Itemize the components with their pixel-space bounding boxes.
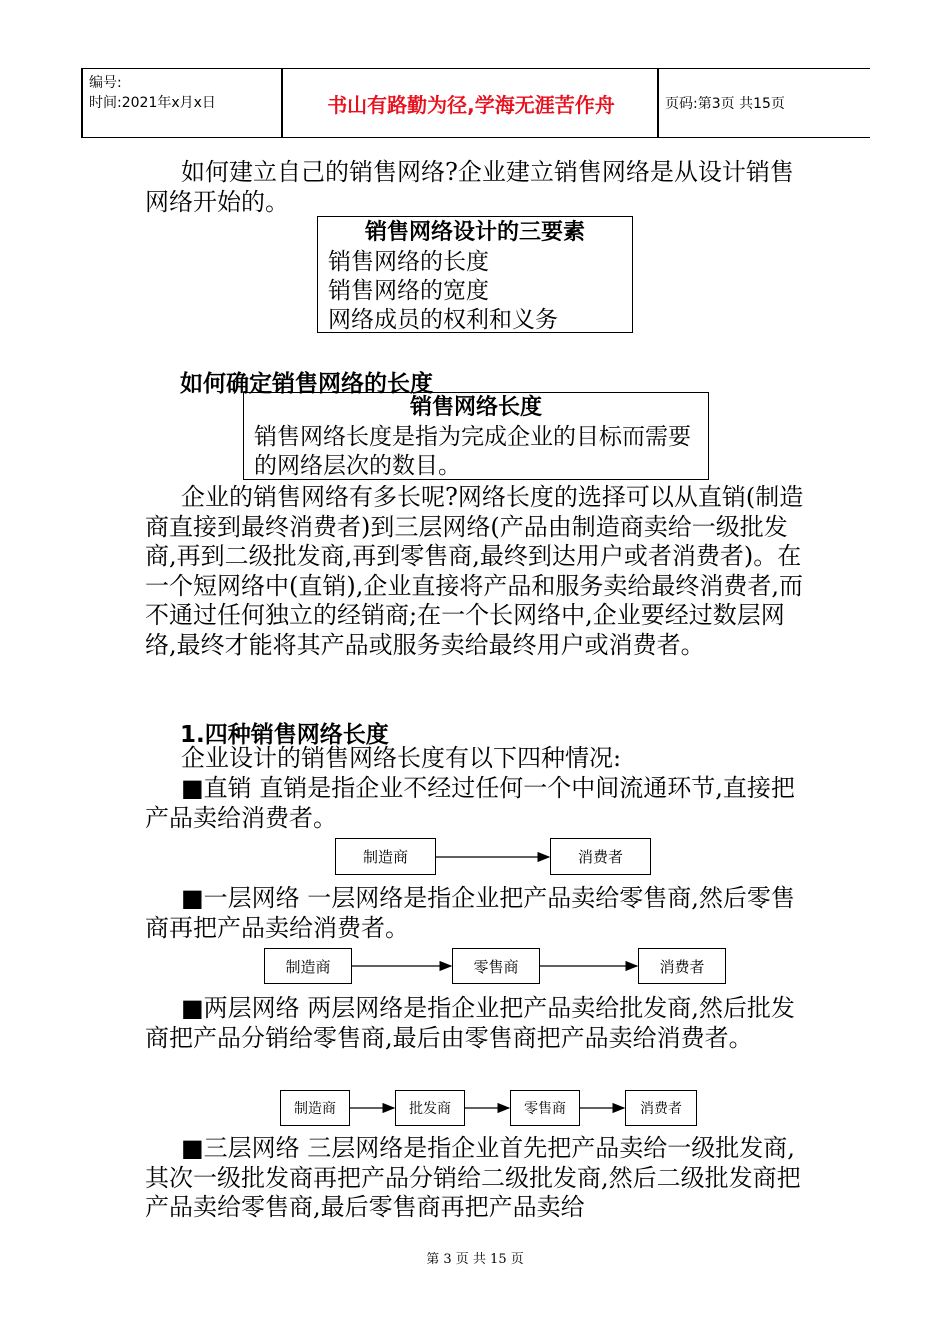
elements-box-title: 销售网络设计的三要素: [364, 220, 585, 245]
page-footer: 第 3 页 共 15 页: [426, 1252, 524, 1267]
header-page-label: 页码:第3页 共15页: [665, 96, 785, 112]
direct-paragraph: ■直销 直销是指企业不经过任何一个中间流通环节,直接把产品卖给消费者。: [145, 774, 795, 832]
two-level-paragraph: ■两层网络 两层网络是指企业把产品卖给批发商,然后批发商把产品分销给零售商,最后由零售商把产品卖给消费者。: [145, 994, 795, 1052]
flow-box: 制造商: [280, 1090, 350, 1126]
flow-box: 制造商: [335, 838, 436, 875]
flow-box: 零售商: [510, 1090, 580, 1126]
elements-item: 销售网络的长度: [328, 249, 489, 275]
flow-box: 消费者: [550, 838, 651, 875]
length-paragraph: 企业的销售网络有多长呢?网络长度的选择可以从直销(制造商直接到最终消费者)到三层网络(产品由制造商卖给一级批发商,再到二级批发商,再到零售商,最终到达用户或者消费者)。在一个短网络中(直销),企业直接将产品和服务卖给最终消费者,而不通过任何独立的经销商;在一个长网络中,企业要经过数层网络,最终才能将其产品或服务卖给最终用户或消费者。: [145, 483, 804, 659]
flow-box: 批发商: [395, 1090, 465, 1126]
one-level-paragraph: ■一层网络 一层网络是指企业把产品卖给零售商,然后零售商再把产品卖给消费者。: [145, 884, 795, 942]
flow-box: 消费者: [625, 1090, 697, 1126]
length-box-title: 销售网络长度: [409, 395, 542, 420]
length-box-text: 销售网络长度是指为完成企业的目标而需要的网络层次的数目。: [254, 424, 691, 479]
number-label: 编号:: [89, 75, 122, 91]
three-level-paragraph: ■三层网络 三层网络是指企业首先把产品卖给一级批发商,其次一级批发商再把产品分销给二级批发商,然后二级批发商把产品卖给零售商,最后零售商再把产品卖给: [145, 1134, 801, 1221]
intro-paragraph: 如何建立自己的销售网络?企业建立销售网络是从设计销售网络开始的。: [145, 158, 794, 216]
time-label: 时间:2021年x月x日: [89, 95, 216, 111]
section-heading: 如何确定销售网络的长度: [180, 371, 433, 397]
flow-box: 制造商: [264, 948, 352, 984]
section-heading: 1.四种销售网络长度: [180, 722, 389, 748]
header-motto: 书山有路勤为径,学海无涯苦作舟: [327, 92, 615, 117]
elements-item: 销售网络的宽度: [328, 278, 489, 304]
flow-box: 零售商: [452, 948, 540, 984]
elements-item: 网络成员的权利和义务: [328, 307, 558, 333]
flow-box: 消费者: [638, 948, 726, 984]
four-intro: 企业设计的销售网络长度有以下四种情况:: [181, 744, 622, 772]
